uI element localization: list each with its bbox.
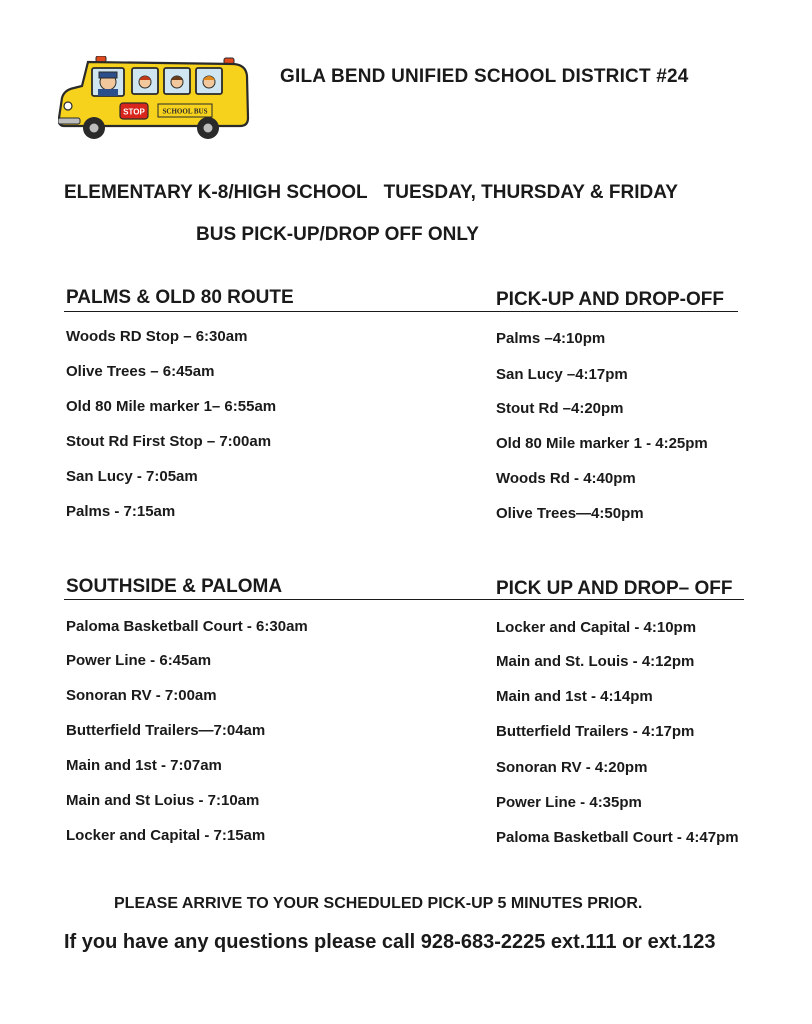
service-type: BUS PICK-UP/DROP OFF ONLY bbox=[196, 224, 479, 245]
route-title-palms: PALMS & OLD 80 ROUTE bbox=[66, 287, 294, 308]
afternoon-stop: Palms –4:10pm bbox=[496, 330, 606, 347]
afternoon-stop: Sonoran RV - 4:20pm bbox=[496, 759, 648, 776]
afternoon-stop: San Lucy –4:17pm bbox=[496, 366, 628, 383]
morning-stop: Woods RD Stop – 6:30am bbox=[66, 328, 248, 345]
route-return-title-palms: PICK-UP AND DROP-OFF bbox=[496, 289, 724, 310]
morning-stop: Power Line - 6:45am bbox=[66, 652, 212, 669]
stop-sign-text: STOP bbox=[123, 107, 145, 117]
morning-stop: Olive Trees – 6:45am bbox=[66, 363, 215, 380]
school-bus-icon bbox=[58, 56, 254, 144]
morning-stop: Old 80 Mile marker 1– 6:55am bbox=[66, 398, 277, 415]
contact-line: If you have any questions please call 928-683-2225 ext.111 or ext.123 bbox=[64, 931, 716, 953]
arrival-notice: PLEASE ARRIVE TO YOUR SCHEDULED PICK-UP 5 MINUTES PRIOR. bbox=[114, 895, 643, 912]
morning-stop: San Lucy - 7:05am bbox=[66, 468, 198, 485]
route-return-title-southside: PICK UP AND DROP– OFF bbox=[496, 578, 733, 599]
morning-stop: Paloma Basketball Court - 6:30am bbox=[66, 618, 308, 635]
service-days: TUESDAY, THURSDAY & FRIDAY bbox=[383, 182, 678, 203]
afternoon-stop: Woods Rd - 4:40pm bbox=[496, 470, 636, 487]
afternoon-stop: Butterfield Trailers - 4:17pm bbox=[496, 723, 695, 740]
morning-stop: Sonoran RV - 7:00am bbox=[66, 687, 217, 704]
afternoon-stop: Main and 1st - 4:14pm bbox=[496, 688, 653, 705]
morning-stop: Main and St Loius - 7:10am bbox=[66, 792, 260, 809]
morning-stop: Locker and Capital - 7:15am bbox=[66, 827, 266, 844]
schedule-days-line bbox=[64, 182, 678, 204]
bus-label-text: SCHOOL BUS bbox=[162, 107, 208, 116]
morning-stop: Stout Rd First Stop – 7:00am bbox=[66, 433, 272, 450]
district-title: GILA BEND UNIFIED SCHOOL DISTRICT #24 bbox=[280, 66, 689, 87]
morning-stop: Palms - 7:15am bbox=[66, 503, 176, 520]
afternoon-stop: Main and St. Louis - 4:12pm bbox=[496, 653, 695, 670]
school-levels: ELEMENTARY K-8/HIGH SCHOOL bbox=[64, 182, 368, 203]
route-divider bbox=[64, 311, 738, 312]
afternoon-stop: Olive Trees—4:50pm bbox=[496, 505, 644, 522]
morning-stop: Main and 1st - 7:07am bbox=[66, 757, 222, 774]
afternoon-stop: Stout Rd –4:20pm bbox=[496, 400, 624, 417]
route-title-southside: SOUTHSIDE & PALOMA bbox=[66, 576, 283, 597]
afternoon-stop: Old 80 Mile marker 1 - 4:25pm bbox=[496, 435, 708, 452]
morning-stop: Butterfield Trailers—7:04am bbox=[66, 722, 266, 739]
afternoon-stop: Locker and Capital - 4:10pm bbox=[496, 619, 697, 636]
afternoon-stop: Paloma Basketball Court - 4:47pm bbox=[496, 829, 739, 846]
afternoon-stop: Power Line - 4:35pm bbox=[496, 794, 642, 811]
